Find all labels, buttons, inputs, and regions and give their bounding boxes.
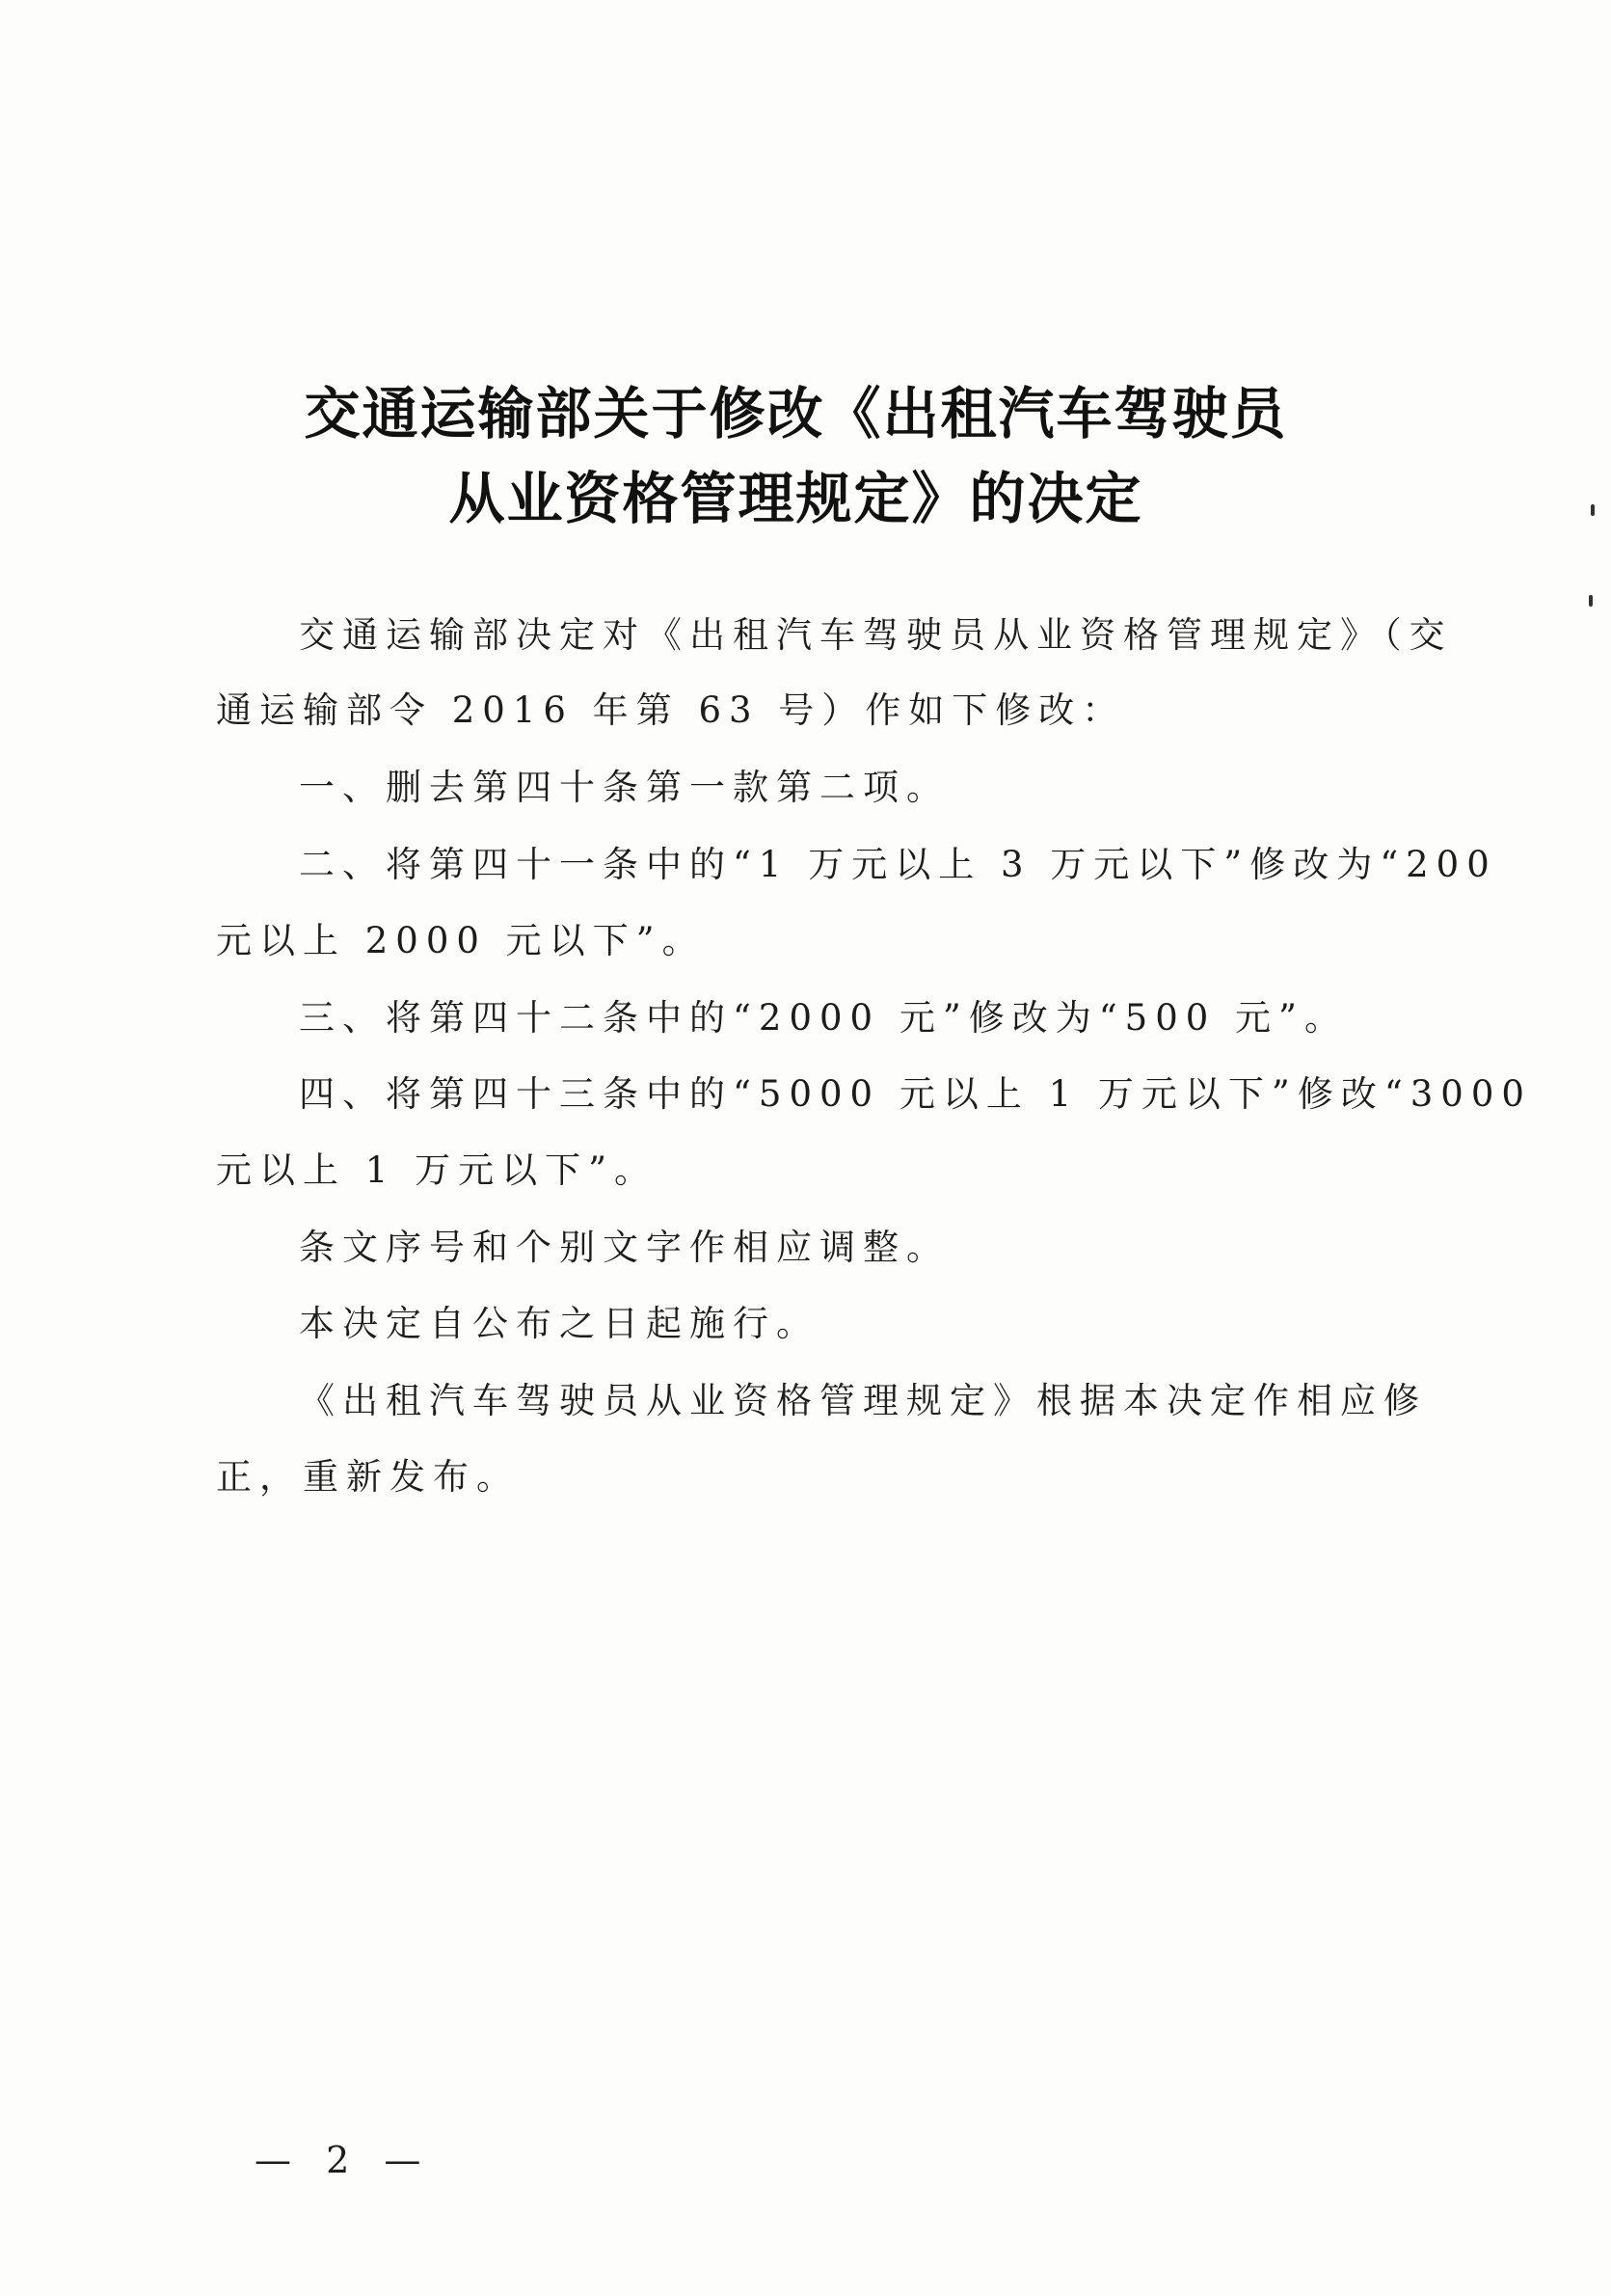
effective-date-paragraph: 本决定自公布之日起施行。 (299, 1303, 819, 1344)
amendment-item-2-line-2: 元以上 2000 元以下”。 (216, 920, 706, 961)
adjustment-paragraph: 条文序号和个别文字作相应调整。 (299, 1227, 950, 1268)
intro-paragraph-line-2: 通运输部令 2016 年第 63 号）作如下修改： (216, 689, 1126, 731)
amendment-item-3: 三、将第四十二条中的“2000 元”修改为“500 元”。 (299, 997, 1348, 1039)
document-title-line-1: 交通运输部关于修改《出租汽车驾驶员 (304, 381, 1288, 446)
republish-paragraph-line-2: 正，重新发布。 (216, 1456, 520, 1498)
page-number: — 2 — (255, 2139, 433, 2181)
amendment-item-4-line-1: 四、将第四十三条中的“5000 元以上 1 万元以下”修改“3000 (299, 1073, 1532, 1115)
amendment-item-1: 一、删去第四十条第一款第二项。 (299, 767, 950, 808)
scan-edge-mark (1589, 595, 1593, 607)
scan-edge-mark (1591, 504, 1595, 516)
amendment-item-2-line-1: 二、将第四十一条中的“1 万元以上 3 万元以下”修改为“200 (299, 844, 1497, 885)
intro-paragraph-line-1: 交通运输部决定对《出租汽车驾驶员从业资格管理规定》（交 (299, 614, 1453, 656)
document-title-line-2: 从业资格管理规定》的决定 (448, 466, 1143, 531)
amendment-item-4-line-2: 元以上 1 万元以下”。 (216, 1149, 658, 1191)
republish-paragraph-line-1: 《出租汽车驾驶员从业资格管理规定》根据本决定作相应修 (299, 1380, 1427, 1421)
